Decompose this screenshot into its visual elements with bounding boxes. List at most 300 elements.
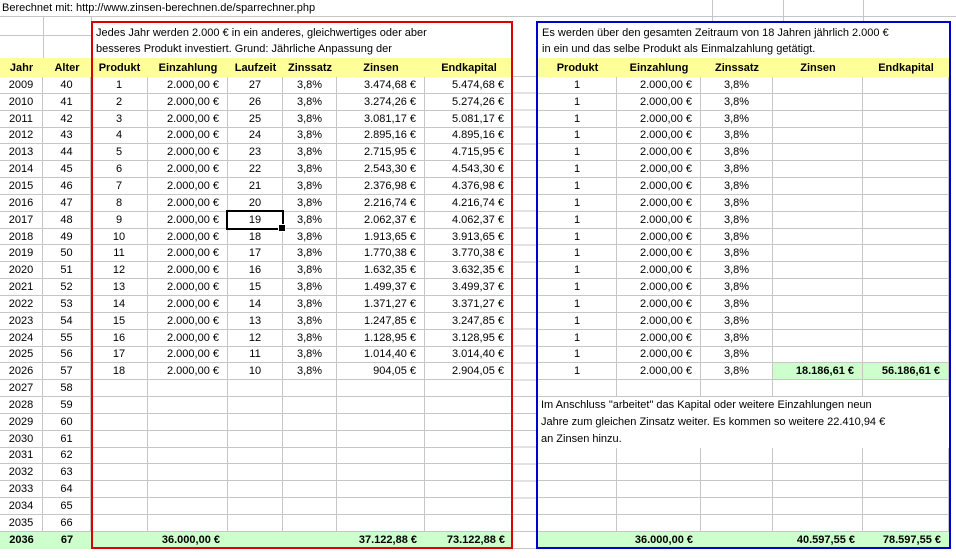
cell-endkapital[interactable] xyxy=(425,431,513,448)
cell-alter[interactable]: 63 xyxy=(43,464,91,481)
cell-laufzeit[interactable]: 26 xyxy=(228,94,283,111)
empty-cell[interactable] xyxy=(773,380,863,397)
cell-jahr[interactable]: 2009 xyxy=(0,77,43,94)
cell-einzahlung[interactable]: 2.000,00 € xyxy=(148,330,228,347)
cell-zinssatz[interactable]: 3,8% xyxy=(283,128,337,145)
cell-produkt[interactable]: 16 xyxy=(91,330,148,347)
cell-zinsen[interactable]: 2.543,30 € xyxy=(337,161,425,178)
cell-einzahlung[interactable]: 2.000,00 € xyxy=(617,94,701,111)
cell-zinsen[interactable] xyxy=(337,464,425,481)
cell-zinssatz[interactable]: 3,8% xyxy=(701,313,773,330)
footnote-line2[interactable]: Jahre zum gleichen Zinsatz weiter. Es kommen so weitere 22.410,94 € xyxy=(538,414,949,431)
cell-produkt[interactable]: 1 xyxy=(538,313,617,330)
footnote-line3[interactable]: an Zinsen hinzu. xyxy=(538,431,949,448)
cell-zinssatz[interactable]: 3,8% xyxy=(283,245,337,262)
cell-alter[interactable]: 62 xyxy=(43,448,91,465)
cell-einzahlung[interactable]: 2.000,00 € xyxy=(617,245,701,262)
cell-endkapital[interactable]: 4.216,74 € xyxy=(425,195,513,212)
cell-zinssatz[interactable]: 3,8% xyxy=(701,363,773,380)
cell-einzahlung[interactable]: 2.000,00 € xyxy=(617,313,701,330)
cell-endkapital[interactable]: 3.371,27 € xyxy=(425,296,513,313)
cell-produkt[interactable]: 1 xyxy=(538,363,617,380)
source-url-cell[interactable]: Berechnet mit: http://www.zinsen-berechnen.de/sparrechner.php xyxy=(2,2,316,14)
column-header-endkapital[interactable]: Endkapital xyxy=(863,58,949,77)
cell-einzahlung[interactable]: 2.000,00 € xyxy=(148,229,228,246)
cell-endkapital[interactable] xyxy=(863,313,949,330)
cell-zinssatz[interactable]: 3,8% xyxy=(701,347,773,364)
empty-cell[interactable] xyxy=(617,498,701,515)
cell-laufzeit[interactable] xyxy=(228,414,283,431)
cell-alter[interactable]: 53 xyxy=(43,296,91,313)
cell-produkt[interactable] xyxy=(91,481,148,498)
cell-alter[interactable]: 45 xyxy=(43,161,91,178)
total-cell-zinsen[interactable]: 37.122,88 € xyxy=(337,532,425,549)
cell-einzahlung[interactable]: 2.000,00 € xyxy=(617,296,701,313)
cell-einzahlung[interactable]: 2.000,00 € xyxy=(617,229,701,246)
cell-produkt[interactable]: 4 xyxy=(91,128,148,145)
cell-jahr[interactable]: 2033 xyxy=(0,481,43,498)
cell-zinsen[interactable]: 2.895,16 € xyxy=(337,128,425,145)
cell-einzahlung[interactable]: 2.000,00 € xyxy=(148,161,228,178)
cell-zinssatz[interactable] xyxy=(283,414,337,431)
cell-produkt[interactable]: 14 xyxy=(91,296,148,313)
cell-einzahlung[interactable]: 2.000,00 € xyxy=(148,195,228,212)
cell-produkt[interactable]: 1 xyxy=(538,111,617,128)
cell-einzahlung[interactable]: 2.000,00 € xyxy=(148,245,228,262)
cell-alter[interactable]: 66 xyxy=(43,515,91,532)
cell-produkt[interactable]: 1 xyxy=(538,94,617,111)
cell-laufzeit[interactable]: 14 xyxy=(228,296,283,313)
cell-einzahlung[interactable] xyxy=(148,431,228,448)
cell-zinssatz[interactable]: 3,8% xyxy=(701,195,773,212)
cell-alter[interactable]: 55 xyxy=(43,330,91,347)
cell-laufzeit[interactable]: 17 xyxy=(228,245,283,262)
cell-jahr[interactable]: 2010 xyxy=(0,94,43,111)
cell-jahr[interactable]: 2029 xyxy=(0,414,43,431)
cell-zinsen[interactable] xyxy=(773,313,863,330)
cell-produkt[interactable]: 9 xyxy=(91,212,148,229)
cell-zinssatz[interactable]: 3,8% xyxy=(701,330,773,347)
cell-zinsen[interactable] xyxy=(337,498,425,515)
empty-cell[interactable] xyxy=(701,515,773,532)
cell-endkapital[interactable] xyxy=(863,245,949,262)
cell-einzahlung[interactable]: 2.000,00 € xyxy=(148,363,228,380)
cell-endkapital[interactable]: 4.715,95 € xyxy=(425,144,513,161)
cell-endkapital[interactable] xyxy=(425,498,513,515)
column-header-zinsen[interactable]: Zinsen xyxy=(337,58,425,77)
cell-alter[interactable]: 51 xyxy=(43,262,91,279)
cell-zinssatz[interactable]: 3,8% xyxy=(283,262,337,279)
cell-zinssatz[interactable]: 3,8% xyxy=(701,111,773,128)
cell-jahr[interactable]: 2017 xyxy=(0,212,43,229)
cell-zinsen[interactable] xyxy=(773,229,863,246)
column-header-zinsen[interactable]: Zinsen xyxy=(773,58,863,77)
cell-jahr[interactable]: 2019 xyxy=(0,245,43,262)
cell-jahr[interactable]: 2011 xyxy=(0,111,43,128)
cell-einzahlung[interactable]: 2.000,00 € xyxy=(617,178,701,195)
empty-cell[interactable] xyxy=(617,515,701,532)
cell-endkapital[interactable] xyxy=(863,178,949,195)
cell-alter[interactable]: 52 xyxy=(43,279,91,296)
empty-cell[interactable] xyxy=(773,448,863,465)
cell-zinsen[interactable] xyxy=(773,347,863,364)
cell-endkapital[interactable]: 5.274,26 € xyxy=(425,94,513,111)
cell-einzahlung[interactable]: 2.000,00 € xyxy=(148,144,228,161)
total-cell-endkapital[interactable]: 73.122,88 € xyxy=(425,532,513,549)
empty-cell[interactable] xyxy=(701,448,773,465)
cell-alter[interactable]: 65 xyxy=(43,498,91,515)
cell-zinssatz[interactable]: 3,8% xyxy=(283,330,337,347)
cell-zinsen[interactable] xyxy=(773,245,863,262)
empty-cell[interactable] xyxy=(863,498,949,515)
cell-zinsen[interactable] xyxy=(773,296,863,313)
cell-jahr[interactable]: 2026 xyxy=(0,363,43,380)
cell-alter[interactable]: 61 xyxy=(43,431,91,448)
empty-cell[interactable] xyxy=(538,481,617,498)
cell-jahr[interactable]: 2032 xyxy=(0,464,43,481)
cell-zinsen[interactable] xyxy=(773,195,863,212)
cell-jahr[interactable]: 2021 xyxy=(0,279,43,296)
cell-produkt[interactable]: 1 xyxy=(538,161,617,178)
left-note-cell[interactable] xyxy=(93,22,511,58)
cell-jahr[interactable]: 2016 xyxy=(0,195,43,212)
cell-alter[interactable]: 49 xyxy=(43,229,91,246)
cell-einzahlung[interactable]: 2.000,00 € xyxy=(148,313,228,330)
cell-produkt[interactable]: 1 xyxy=(538,279,617,296)
cell-endkapital[interactable] xyxy=(425,448,513,465)
column-header-endkapital[interactable]: Endkapital xyxy=(425,58,513,77)
cell-endkapital[interactable] xyxy=(863,229,949,246)
cell-zinsen[interactable]: 1.632,35 € xyxy=(337,262,425,279)
cell-zinssatz[interactable]: 3,8% xyxy=(283,279,337,296)
cell-endkapital[interactable]: 3.247,85 € xyxy=(425,313,513,330)
cell-zinssatz[interactable]: 3,8% xyxy=(283,347,337,364)
cell-einzahlung[interactable] xyxy=(148,448,228,465)
cell-produkt[interactable]: 1 xyxy=(538,178,617,195)
empty-cell[interactable] xyxy=(773,481,863,498)
cell-produkt[interactable]: 3 xyxy=(91,111,148,128)
cell-produkt[interactable]: 1 xyxy=(538,195,617,212)
cell-alter[interactable]: 50 xyxy=(43,245,91,262)
cell-produkt[interactable]: 13 xyxy=(91,279,148,296)
cell-endkapital[interactable] xyxy=(863,330,949,347)
cell-jahr[interactable]: 2023 xyxy=(0,313,43,330)
empty-cell[interactable] xyxy=(701,380,773,397)
cell-produkt[interactable]: 1 xyxy=(538,212,617,229)
cell-alter[interactable]: 44 xyxy=(43,144,91,161)
cell-zinssatz[interactable] xyxy=(283,448,337,465)
cell-produkt[interactable]: 1 xyxy=(538,229,617,246)
cell-zinssatz[interactable]: 3,8% xyxy=(283,94,337,111)
cell-jahr[interactable]: 2012 xyxy=(0,128,43,145)
cell-endkapital[interactable] xyxy=(863,347,949,364)
total-cell-zinsen[interactable]: 40.597,55 € xyxy=(773,532,863,549)
cell-zinsen[interactable] xyxy=(337,380,425,397)
cell-laufzeit[interactable]: 13 xyxy=(228,313,283,330)
right-note-cell[interactable] xyxy=(539,22,949,58)
cell-endkapital[interactable]: 2.904,05 € xyxy=(425,363,513,380)
cell-produkt[interactable]: 15 xyxy=(91,313,148,330)
cell-laufzeit[interactable]: 21 xyxy=(228,178,283,195)
empty-cell[interactable] xyxy=(617,464,701,481)
cell-endkapital[interactable] xyxy=(863,144,949,161)
cell-laufzeit[interactable] xyxy=(228,448,283,465)
cell-zinssatz[interactable] xyxy=(283,515,337,532)
cell-produkt[interactable]: 10 xyxy=(91,229,148,246)
cell-einzahlung[interactable]: 2.000,00 € xyxy=(617,330,701,347)
cell-endkapital[interactable] xyxy=(863,262,949,279)
column-header-produkt[interactable]: Produkt xyxy=(91,58,148,77)
cell-zinsen[interactable]: 2.376,98 € xyxy=(337,178,425,195)
cell-einzahlung[interactable] xyxy=(148,481,228,498)
empty-cell[interactable] xyxy=(863,380,949,397)
cell-jahr[interactable]: 2014 xyxy=(0,161,43,178)
cell-einzahlung[interactable]: 2.000,00 € xyxy=(148,128,228,145)
cell-zinssatz[interactable] xyxy=(283,380,337,397)
cell-produkt[interactable]: 1 xyxy=(538,128,617,145)
cell-einzahlung[interactable]: 2.000,00 € xyxy=(617,128,701,145)
total-cell-alter[interactable]: 67 xyxy=(43,532,91,549)
cell-zinssatz[interactable]: 3,8% xyxy=(283,77,337,94)
empty-cell[interactable] xyxy=(701,481,773,498)
cell-zinsen[interactable]: 904,05 € xyxy=(337,363,425,380)
cell-zinssatz[interactable]: 3,8% xyxy=(283,229,337,246)
cell-zinssatz[interactable]: 3,8% xyxy=(701,144,773,161)
cell-endkapital[interactable]: 3.014,40 € xyxy=(425,347,513,364)
cell-einzahlung[interactable]: 2.000,00 € xyxy=(148,212,228,229)
cell-einzahlung[interactable]: 2.000,00 € xyxy=(617,195,701,212)
cell-produkt[interactable]: 1 xyxy=(538,330,617,347)
fill-handle[interactable] xyxy=(278,224,286,232)
cell-alter[interactable]: 56 xyxy=(43,347,91,364)
cell-produkt[interactable] xyxy=(91,464,148,481)
column-header-jahr[interactable]: Jahr xyxy=(0,58,43,77)
empty-cell[interactable] xyxy=(538,464,617,481)
cell-endkapital[interactable] xyxy=(425,481,513,498)
column-header-produkt[interactable]: Produkt xyxy=(538,58,617,77)
cell-jahr[interactable]: 2027 xyxy=(0,380,43,397)
total-cell-endkapital[interactable]: 78.597,55 € xyxy=(863,532,949,549)
cell-zinsen[interactable] xyxy=(337,431,425,448)
empty-cell[interactable] xyxy=(701,498,773,515)
cell-einzahlung[interactable] xyxy=(148,397,228,414)
cell-zinssatz[interactable]: 3,8% xyxy=(283,161,337,178)
cell-einzahlung[interactable] xyxy=(148,515,228,532)
cell-laufzeit[interactable]: 12 xyxy=(228,330,283,347)
cell-alter[interactable]: 58 xyxy=(43,380,91,397)
cell-jahr[interactable]: 2018 xyxy=(0,229,43,246)
cell-zinssatz[interactable]: 3,8% xyxy=(283,313,337,330)
cell-zinsen[interactable] xyxy=(773,161,863,178)
cell-produkt[interactable]: 1 xyxy=(538,77,617,94)
cell-zinsen[interactable] xyxy=(337,414,425,431)
empty-cell[interactable] xyxy=(863,481,949,498)
cell-alter[interactable]: 42 xyxy=(43,111,91,128)
cell-laufzeit[interactable]: 27 xyxy=(228,77,283,94)
cell-zinssatz[interactable]: 3,8% xyxy=(701,212,773,229)
column-header-laufzeit[interactable]: Laufzeit xyxy=(228,58,283,77)
cell-jahr[interactable]: 2030 xyxy=(0,431,43,448)
cell-alter[interactable]: 43 xyxy=(43,128,91,145)
cell-endkapital[interactable]: 3.913,65 € xyxy=(425,229,513,246)
cell-laufzeit[interactable]: 10 xyxy=(228,363,283,380)
cell-einzahlung[interactable]: 2.000,00 € xyxy=(148,77,228,94)
cell-jahr[interactable]: 2025 xyxy=(0,347,43,364)
cell-zinsen[interactable] xyxy=(773,212,863,229)
cell-zinssatz[interactable]: 3,8% xyxy=(701,245,773,262)
cell-endkapital[interactable] xyxy=(863,161,949,178)
cell-endkapital[interactable]: 3.632,35 € xyxy=(425,262,513,279)
cell-einzahlung[interactable] xyxy=(148,464,228,481)
cell-endkapital[interactable]: 56.186,61 € xyxy=(863,363,949,380)
cell-alter[interactable]: 40 xyxy=(43,77,91,94)
cell-endkapital[interactable] xyxy=(425,397,513,414)
cell-zinssatz[interactable]: 3,8% xyxy=(701,77,773,94)
cell-zinssatz[interactable]: 3,8% xyxy=(701,161,773,178)
cell-laufzeit[interactable]: 22 xyxy=(228,161,283,178)
cell-produkt[interactable]: 1 xyxy=(538,296,617,313)
cell-einzahlung[interactable]: 2.000,00 € xyxy=(148,94,228,111)
cell-zinsen[interactable] xyxy=(773,128,863,145)
column-header-zinssatz[interactable]: Zinssatz xyxy=(283,58,337,77)
cell-laufzeit[interactable] xyxy=(228,380,283,397)
cell-jahr[interactable]: 2028 xyxy=(0,397,43,414)
column-header-alter[interactable]: Alter xyxy=(43,58,91,77)
cell-zinsen[interactable] xyxy=(773,279,863,296)
cell-zinssatz[interactable] xyxy=(283,481,337,498)
cell-alter[interactable]: 59 xyxy=(43,397,91,414)
total-cell-einzahlung[interactable]: 36.000,00 € xyxy=(617,532,701,549)
cell-endkapital[interactable] xyxy=(863,111,949,128)
cell-zinsen[interactable] xyxy=(337,397,425,414)
cell-jahr[interactable]: 2035 xyxy=(0,515,43,532)
column-header-einzahlung[interactable]: Einzahlung xyxy=(617,58,701,77)
cell-laufzeit[interactable]: 16 xyxy=(228,262,283,279)
cell-produkt[interactable] xyxy=(91,380,148,397)
cell-laufzeit[interactable] xyxy=(228,464,283,481)
cell-zinssatz[interactable]: 3,8% xyxy=(701,296,773,313)
cell-alter[interactable]: 54 xyxy=(43,313,91,330)
cell-einzahlung[interactable]: 2.000,00 € xyxy=(148,279,228,296)
cell-endkapital[interactable] xyxy=(425,380,513,397)
cell-einzahlung[interactable]: 2.000,00 € xyxy=(148,296,228,313)
cell-zinsen[interactable] xyxy=(773,94,863,111)
cell-einzahlung[interactable]: 2.000,00 € xyxy=(617,212,701,229)
cell-laufzeit[interactable]: 24 xyxy=(228,128,283,145)
cell-zinsen[interactable]: 2.062,37 € xyxy=(337,212,425,229)
cell-endkapital[interactable] xyxy=(863,296,949,313)
cell-endkapital[interactable] xyxy=(425,515,513,532)
cell-endkapital[interactable]: 3.128,95 € xyxy=(425,330,513,347)
empty-cell[interactable] xyxy=(773,464,863,481)
cell-jahr[interactable]: 2031 xyxy=(0,448,43,465)
total-cell-produkt[interactable] xyxy=(91,532,148,549)
empty-cell[interactable] xyxy=(863,515,949,532)
cell-laufzeit[interactable]: 15 xyxy=(228,279,283,296)
empty-cell[interactable] xyxy=(538,380,617,397)
cell-zinssatz[interactable]: 3,8% xyxy=(701,178,773,195)
column-header-zinssatz[interactable]: Zinssatz xyxy=(701,58,773,77)
cell-zinssatz[interactable]: 3,8% xyxy=(701,262,773,279)
cell-einzahlung[interactable]: 2.000,00 € xyxy=(148,178,228,195)
total-cell-produkt[interactable] xyxy=(538,532,617,549)
cell-endkapital[interactable]: 4.543,30 € xyxy=(425,161,513,178)
cell-laufzeit[interactable]: 20 xyxy=(228,195,283,212)
cell-endkapital[interactable]: 5.081,17 € xyxy=(425,111,513,128)
cell-endkapital[interactable] xyxy=(425,464,513,481)
cell-laufzeit[interactable]: 25 xyxy=(228,111,283,128)
cell-alter[interactable]: 64 xyxy=(43,481,91,498)
cell-zinsen[interactable] xyxy=(773,77,863,94)
cell-jahr[interactable]: 2024 xyxy=(0,330,43,347)
total-cell-jahr[interactable]: 2036 xyxy=(0,532,43,549)
cell-laufzeit[interactable]: 11 xyxy=(228,347,283,364)
cell-zinsen[interactable]: 1.913,65 € xyxy=(337,229,425,246)
cell-zinssatz[interactable]: 3,8% xyxy=(283,111,337,128)
cell-produkt[interactable]: 18 xyxy=(91,363,148,380)
cell-produkt[interactable]: 2 xyxy=(91,94,148,111)
cell-produkt[interactable]: 11 xyxy=(91,245,148,262)
cell-zinssatz[interactable]: 3,8% xyxy=(701,229,773,246)
cell-zinssatz[interactable]: 3,8% xyxy=(283,195,337,212)
cell-produkt[interactable]: 12 xyxy=(91,262,148,279)
total-cell-zinssatz[interactable] xyxy=(701,532,773,549)
cell-zinsen[interactable] xyxy=(337,448,425,465)
cell-zinsen[interactable] xyxy=(773,330,863,347)
cell-zinssatz[interactable] xyxy=(283,498,337,515)
cell-zinsen[interactable]: 2.715,95 € xyxy=(337,144,425,161)
cell-laufzeit[interactable] xyxy=(228,515,283,532)
cell-endkapital[interactable] xyxy=(863,77,949,94)
cell-produkt[interactable] xyxy=(91,397,148,414)
cell-einzahlung[interactable] xyxy=(148,498,228,515)
cell-laufzeit[interactable]: 19 xyxy=(228,212,283,229)
cell-jahr[interactable]: 2015 xyxy=(0,178,43,195)
cell-endkapital[interactable] xyxy=(863,279,949,296)
cell-jahr[interactable]: 2022 xyxy=(0,296,43,313)
cell-einzahlung[interactable]: 2.000,00 € xyxy=(617,363,701,380)
cell-zinsen[interactable]: 1.247,85 € xyxy=(337,313,425,330)
cell-zinsen[interactable]: 1.014,40 € xyxy=(337,347,425,364)
cell-endkapital[interactable]: 3.770,38 € xyxy=(425,245,513,262)
cell-einzahlung[interactable]: 2.000,00 € xyxy=(148,111,228,128)
cell-einzahlung[interactable]: 2.000,00 € xyxy=(617,161,701,178)
cell-einzahlung[interactable]: 2.000,00 € xyxy=(148,347,228,364)
cell-zinssatz[interactable]: 3,8% xyxy=(283,212,337,229)
cell-einzahlung[interactable]: 2.000,00 € xyxy=(617,77,701,94)
cell-laufzeit[interactable]: 18 xyxy=(228,229,283,246)
cell-produkt[interactable]: 8 xyxy=(91,195,148,212)
cell-alter[interactable]: 46 xyxy=(43,178,91,195)
cell-zinsen[interactable] xyxy=(337,515,425,532)
cell-produkt[interactable]: 7 xyxy=(91,178,148,195)
cell-laufzeit[interactable] xyxy=(228,498,283,515)
cell-einzahlung[interactable]: 2.000,00 € xyxy=(617,279,701,296)
cell-produkt[interactable] xyxy=(91,498,148,515)
cell-zinssatz[interactable]: 3,8% xyxy=(283,363,337,380)
cell-zinsen[interactable]: 3.274,26 € xyxy=(337,94,425,111)
cell-produkt[interactable] xyxy=(91,414,148,431)
cell-alter[interactable]: 41 xyxy=(43,94,91,111)
cell-einzahlung[interactable]: 2.000,00 € xyxy=(617,347,701,364)
cell-zinsen[interactable]: 1.770,38 € xyxy=(337,245,425,262)
footnote-line1[interactable]: Im Anschluss "arbeitet" das Kapital oder weitere Einzahlungen neun xyxy=(538,397,949,414)
cell-laufzeit[interactable] xyxy=(228,397,283,414)
cell-zinssatz[interactable]: 3,8% xyxy=(701,128,773,145)
cell-einzahlung[interactable] xyxy=(148,414,228,431)
cell-einzahlung[interactable]: 2.000,00 € xyxy=(617,111,701,128)
cell-jahr[interactable]: 2013 xyxy=(0,144,43,161)
